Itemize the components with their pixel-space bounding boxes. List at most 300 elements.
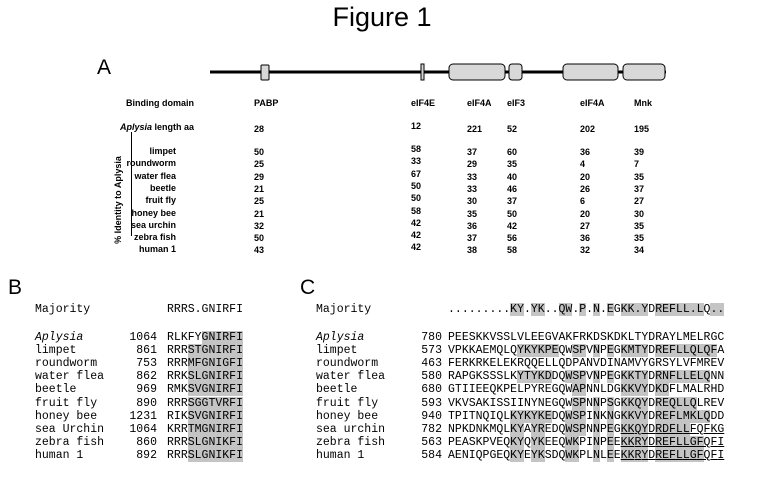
residue: M	[682, 383, 690, 397]
residue: N	[475, 409, 483, 423]
residue: M	[682, 331, 690, 344]
identity-value: 33	[411, 156, 422, 167]
residue: G	[201, 409, 209, 423]
residue: R	[222, 303, 230, 316]
residue: P	[579, 409, 587, 423]
identity-value: 39	[634, 147, 645, 157]
residue: S	[572, 396, 580, 410]
species-name: Aplysia	[35, 331, 84, 344]
residue: W	[565, 448, 573, 462]
residue: K	[482, 357, 490, 371]
residue: K	[689, 409, 697, 423]
domain-header-6: Mnk	[634, 98, 652, 108]
residue: L	[599, 383, 607, 397]
aplysia-length-label-rest: length aa	[152, 122, 195, 132]
residue: A	[620, 357, 628, 371]
sequence-position: 969	[136, 383, 157, 397]
residue: L	[503, 344, 511, 358]
residue: I	[236, 331, 243, 344]
residue: N	[586, 383, 594, 397]
residue: Q	[510, 344, 518, 358]
identity-value: 35	[634, 233, 645, 244]
residue: .	[468, 303, 476, 316]
residue: R	[703, 383, 711, 397]
residue: S	[468, 435, 476, 449]
residue: R	[167, 409, 174, 423]
identity-value: 58	[411, 144, 422, 154]
species-name: water flea	[316, 370, 386, 384]
residue: K	[523, 409, 531, 423]
sequence-position: 860	[136, 435, 157, 449]
residue: .	[454, 303, 462, 316]
residue: V	[194, 383, 202, 397]
sequence	[448, 370, 724, 383]
residue: R	[167, 303, 174, 316]
residue: S	[544, 448, 552, 462]
residue: V	[634, 383, 642, 397]
residue: L	[696, 396, 704, 410]
aplysia-length-value: 12	[411, 121, 422, 131]
residue: Y	[641, 448, 649, 462]
residue: E	[606, 448, 614, 462]
residue: T	[634, 344, 642, 358]
residue: F	[572, 331, 580, 344]
residue: R	[655, 435, 663, 449]
residue: E	[662, 409, 669, 423]
residue: A	[662, 331, 669, 344]
identity-value: 33	[467, 171, 478, 182]
residue: L	[696, 331, 704, 344]
sequence-position: 782	[421, 422, 442, 436]
identity-value: 50	[411, 180, 422, 191]
identity-value: 27	[580, 220, 591, 231]
residue: P	[454, 409, 462, 423]
residue: P	[572, 357, 580, 371]
residue: .	[634, 303, 642, 316]
residue: S	[572, 370, 580, 384]
residue: N	[586, 422, 594, 436]
residue: P	[599, 344, 607, 358]
residue: M	[173, 383, 181, 397]
aplysia-length-value: 221	[467, 124, 483, 134]
residue: Y	[517, 409, 524, 423]
residue: E	[606, 370, 614, 384]
residue: V	[586, 344, 594, 358]
residue: I	[173, 409, 181, 423]
residue: K	[620, 422, 628, 436]
panel-c-alignment	[316, 303, 762, 462]
residue: M	[627, 357, 635, 371]
residue: W	[565, 383, 573, 397]
residue: L	[675, 370, 683, 384]
residue: G	[201, 344, 209, 358]
residue: K	[167, 422, 174, 436]
identity-value: 36	[467, 220, 478, 231]
residue: E	[662, 448, 669, 462]
aplysia-length-value: 195	[634, 124, 650, 134]
residue: Q	[558, 409, 566, 423]
residue: N	[593, 409, 600, 423]
residue: A	[717, 344, 725, 358]
species-label: human 1	[138, 244, 176, 255]
residue: T	[468, 409, 476, 423]
residue: .	[489, 303, 497, 316]
identity-value: 35	[467, 208, 478, 219]
residue: E	[496, 435, 504, 449]
residue: N	[717, 370, 725, 384]
residue: E	[710, 357, 718, 371]
residue: E	[454, 448, 462, 462]
identity-value: 27	[634, 196, 645, 207]
residue: Q	[496, 409, 504, 423]
eif4a-domain-box-1	[449, 64, 505, 80]
residue: S	[599, 331, 607, 344]
sequence	[448, 410, 724, 423]
residue: T	[194, 344, 202, 358]
residue: F	[187, 331, 195, 344]
residue: G	[489, 448, 497, 462]
identity-value: 46	[507, 183, 518, 194]
residue: N	[593, 344, 600, 358]
residue: W	[565, 370, 573, 384]
residue: G	[613, 370, 621, 384]
residue: K	[222, 435, 230, 449]
residue: I	[461, 409, 469, 423]
residue: F	[229, 370, 237, 384]
sequence	[448, 303, 724, 316]
sequence	[167, 410, 243, 423]
majority-label: Majority	[316, 303, 372, 316]
residue: L	[627, 331, 635, 344]
residue: F	[669, 422, 676, 436]
residue: E	[551, 344, 559, 358]
residue: G	[689, 435, 697, 449]
residue: F	[669, 370, 676, 384]
panel-b-letter: B	[8, 276, 23, 299]
residue: L	[696, 383, 704, 397]
residue: F	[689, 357, 697, 371]
residue: K	[572, 435, 580, 449]
species-name: beetle	[316, 383, 358, 397]
residue: I	[236, 303, 243, 316]
residue: K	[222, 448, 230, 462]
residue: F	[229, 435, 237, 449]
residue: N	[613, 357, 621, 371]
residue: K	[627, 370, 635, 384]
residue: Y	[641, 396, 649, 410]
residue: R	[180, 422, 188, 436]
residue: N	[208, 357, 216, 371]
sequence	[167, 344, 243, 357]
residue: R	[180, 396, 188, 410]
residue: K	[710, 422, 718, 436]
residue: I	[215, 370, 223, 384]
residue: E	[544, 435, 552, 449]
residue: Q	[482, 409, 490, 423]
residue: Q	[496, 422, 504, 436]
residue: N	[208, 422, 216, 436]
residue: R	[167, 370, 174, 384]
residue: R	[167, 435, 174, 449]
residue: K	[454, 396, 462, 410]
identity-value: 36	[580, 147, 591, 157]
domain-header-5: eIF4A	[580, 98, 605, 108]
residue: K	[655, 383, 663, 397]
residue: V	[717, 396, 725, 410]
sequence	[167, 423, 243, 436]
species-name: fruit fly	[316, 396, 379, 410]
residue: K	[461, 422, 469, 436]
residue: P	[599, 370, 607, 384]
residue: D	[648, 370, 656, 384]
residue: E	[523, 448, 531, 462]
pabp-domain-box	[261, 65, 269, 80]
residue: .	[544, 303, 552, 316]
residue: Y	[530, 303, 538, 316]
residue: E	[662, 435, 669, 449]
residue: L	[675, 344, 683, 358]
residue: L	[517, 383, 524, 397]
residue: Y	[641, 331, 649, 344]
residue: L	[586, 448, 594, 462]
residue: F	[710, 344, 718, 358]
residue: K	[620, 448, 628, 462]
identity-value: 32	[254, 220, 265, 231]
residue: D	[648, 383, 656, 397]
residue: V	[634, 357, 642, 371]
residue: K	[620, 383, 628, 397]
residue: K	[627, 303, 635, 316]
residue: I	[236, 357, 243, 371]
residue: R	[655, 357, 663, 371]
residue: G	[717, 422, 725, 436]
residue: I	[236, 409, 243, 423]
residue: K	[572, 448, 580, 462]
identity-value: 67	[411, 168, 422, 179]
residue: V	[448, 396, 455, 410]
residue: N	[593, 303, 600, 316]
residue: R	[655, 396, 663, 410]
residue: K	[482, 331, 490, 344]
species-name: zebra fish	[316, 435, 386, 449]
residue: K	[620, 344, 628, 358]
mnk-domain-box	[623, 64, 665, 80]
identity-value: 58	[411, 205, 422, 216]
residue: V	[461, 396, 469, 410]
residue: G	[201, 396, 209, 410]
sequence	[448, 383, 724, 396]
residue: P	[599, 422, 607, 436]
species-label: honey bee	[131, 207, 176, 218]
domain-header-1: PABP	[254, 98, 279, 108]
residue: T	[448, 409, 455, 423]
residue: L	[682, 435, 690, 449]
residue: R	[222, 422, 230, 436]
residue: F	[229, 344, 237, 358]
residue: .	[475, 303, 483, 316]
residue: E	[662, 344, 669, 358]
residue: K	[461, 344, 469, 358]
residue: Y	[530, 396, 538, 410]
species-name: Aplysia	[316, 331, 365, 344]
residue: D	[710, 409, 718, 423]
residue: A	[475, 396, 483, 410]
residue: Q	[558, 435, 566, 449]
panel-c-letter: C	[300, 276, 316, 299]
identity-value: 4	[580, 159, 586, 170]
residue: P	[448, 435, 455, 449]
residue: G	[613, 409, 621, 423]
panel-a-letter: A	[97, 56, 112, 79]
residue: Q	[703, 344, 711, 358]
residue: P	[599, 435, 607, 449]
residue: S	[503, 396, 511, 410]
residue: W	[565, 396, 573, 410]
residue: E	[496, 448, 504, 462]
residue: L	[682, 303, 690, 316]
residue: I	[236, 435, 243, 449]
residue: R	[222, 409, 230, 423]
residue: E	[461, 331, 469, 344]
identity-value: 42	[507, 220, 518, 231]
species-label: fruit fly	[145, 195, 176, 206]
residue: L	[496, 357, 504, 371]
residue: L	[544, 357, 552, 371]
binding-domain-label: Binding domain	[126, 98, 194, 108]
residue: V	[215, 396, 223, 410]
residue: .	[710, 303, 718, 316]
residue: R	[180, 435, 188, 449]
residue: G	[201, 370, 209, 384]
residue: S	[187, 448, 195, 462]
residue: Q	[703, 409, 711, 423]
residue: K	[180, 331, 188, 344]
residue: Y	[641, 303, 649, 316]
sequence-position: 463	[421, 357, 442, 371]
residue: Q	[703, 448, 711, 462]
residue: S	[187, 396, 195, 410]
residue: P	[523, 383, 531, 397]
residue: S	[662, 357, 669, 371]
residue: D	[648, 396, 656, 410]
identity-value: 21	[254, 183, 265, 194]
identity-value: 37	[507, 196, 518, 207]
residue: K	[468, 344, 476, 358]
species-label: zebra fish	[133, 232, 176, 243]
residue: L	[675, 331, 683, 344]
residue: F	[669, 303, 676, 316]
residue: K	[523, 344, 531, 358]
residue: K	[510, 370, 518, 384]
residue: I	[461, 383, 469, 397]
residue: S	[503, 331, 511, 344]
residue: E	[530, 331, 538, 344]
identity-value: 37	[467, 147, 478, 157]
species-label: sea urchin	[130, 219, 176, 230]
residue: R	[167, 396, 174, 410]
residue: I	[586, 409, 594, 423]
residue: E	[613, 448, 621, 462]
residue: R	[173, 435, 181, 449]
residue: V	[517, 331, 524, 344]
residue: K	[510, 409, 518, 423]
residue: M	[489, 344, 497, 358]
aplysia-length-label	[120, 122, 194, 132]
sequence	[448, 357, 724, 370]
residue: G	[194, 396, 202, 410]
identity-value: 42	[411, 242, 422, 253]
residue: L	[682, 344, 690, 358]
identity-value: 38	[467, 245, 478, 256]
residue: Q	[523, 435, 531, 449]
residue: R	[448, 370, 455, 384]
residue: R	[180, 357, 188, 371]
residue: L	[682, 448, 690, 462]
residue: K	[627, 422, 635, 436]
residue: R	[634, 435, 642, 449]
residue: E	[551, 435, 559, 449]
residue: K	[606, 331, 614, 344]
residue: V	[717, 357, 725, 371]
residue: R	[222, 344, 230, 358]
residue: D	[551, 422, 559, 436]
residue: Q	[558, 448, 566, 462]
eif4a-domain-box-2	[563, 64, 618, 80]
residue: K	[475, 331, 483, 344]
residue: G	[710, 331, 718, 344]
residue: P	[579, 303, 587, 316]
domain-header-4: eIF3	[507, 98, 526, 108]
sequence-position: 940	[421, 409, 442, 423]
residue: V	[682, 357, 690, 371]
residue: F	[703, 422, 711, 436]
residue: .	[194, 303, 202, 316]
residue: Q	[503, 448, 511, 462]
identity-value: 34	[634, 245, 645, 256]
residue: R	[173, 344, 181, 358]
residue: E	[489, 357, 497, 371]
residue: Q	[689, 344, 697, 358]
residue: S	[187, 409, 195, 423]
residue: L	[696, 370, 704, 384]
sequence	[448, 344, 724, 357]
residue: Q	[703, 370, 711, 384]
residue: .	[717, 303, 725, 316]
residue: Y	[530, 344, 538, 358]
residue: S	[468, 396, 476, 410]
residue: E	[689, 370, 697, 384]
residue: L	[551, 357, 559, 371]
residue: R	[167, 331, 174, 344]
residue: G	[613, 383, 621, 397]
residue: N	[606, 409, 614, 423]
residue: G	[201, 422, 209, 436]
residue: Q	[558, 383, 566, 397]
residue: Y	[669, 331, 676, 344]
residue: I	[236, 370, 243, 384]
residue: D	[717, 409, 725, 423]
residue: N	[593, 422, 600, 436]
residue: M	[489, 422, 497, 436]
species-label: roundworm	[126, 158, 176, 169]
residue: R	[655, 344, 663, 358]
residue: K	[180, 370, 188, 384]
residue: R	[222, 383, 230, 397]
residue: E	[510, 383, 518, 397]
residue: F	[669, 435, 676, 449]
figure-title: Figure 1	[332, 2, 432, 32]
residue: L	[696, 344, 704, 358]
